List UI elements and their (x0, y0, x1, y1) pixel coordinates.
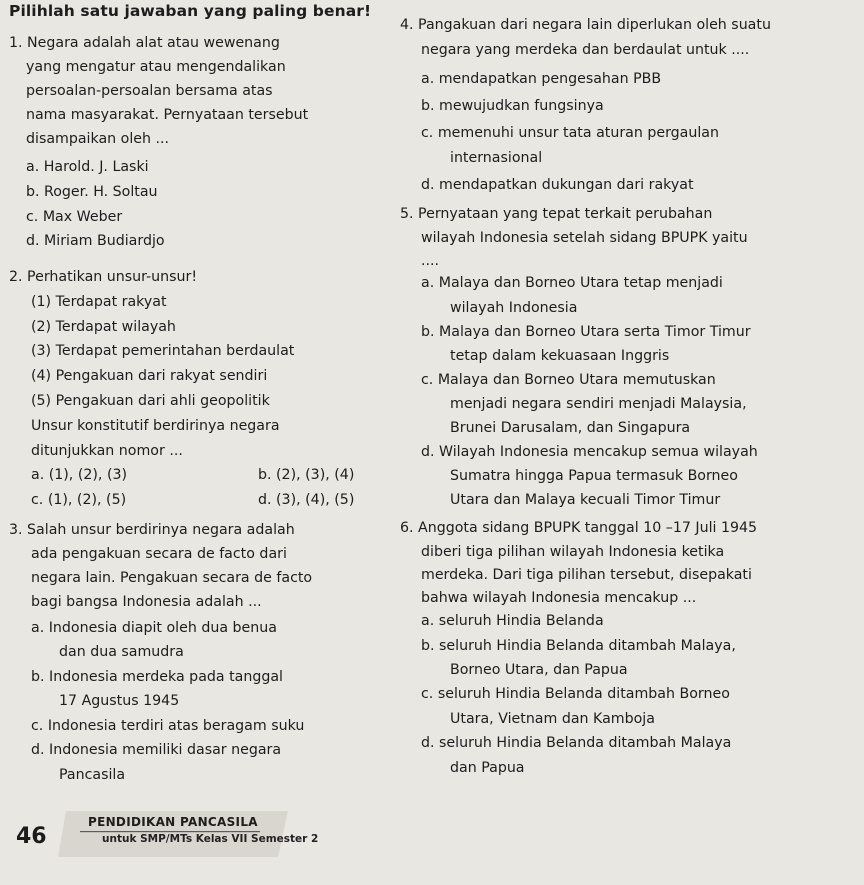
q6-line: merdeka. Dari tiga pilihan tersebut, disepakati (421, 567, 752, 583)
q3-line: ada pengakuan secara de facto dari (31, 546, 287, 562)
q4-option-b[interactable]: b. mewujudkan fungsinya (421, 98, 604, 114)
q4-line: 4. Pangakuan dari negara lain diperlukan oleh suatu (400, 17, 771, 33)
q1-option-c[interactable]: c. Max Weber (26, 209, 123, 225)
q2-item: (1) Terdapat rakyat (31, 294, 167, 310)
q5-line: 5. Pernyataan yang tepat terkait perubahan (400, 206, 713, 222)
q2-option-d[interactable]: d. (3), (4), (5) (258, 492, 355, 508)
q5-option-c-cont: menjadi negara sendiri menjadi Malaysia, (450, 396, 747, 412)
q3-line: bagi bangsa Indonesia adalah ... (31, 594, 262, 610)
q6-line: 6. Anggota sidang BPUPK tanggal 10 –17 Juli 1945 (400, 520, 758, 536)
q2-item: (3) Terdapat pemerintahan berdaulat (31, 343, 295, 359)
q1-line: disampaikan oleh ... (26, 131, 170, 147)
q2-line: ditunjukkan nomor ... (31, 443, 183, 459)
q2-stem: 2. Perhatikan unsur-unsur! (9, 269, 198, 285)
q2-item: (4) Pengakuan dari rakyat sendiri (31, 368, 268, 384)
q5-option-b-cont: tetap dalam kekuasaan Inggris (450, 348, 670, 364)
q6-option-a[interactable]: a. seluruh Hindia Belanda (421, 613, 604, 629)
q3-line: negara lain. Pengakuan secara de facto (31, 570, 313, 586)
q1-line: nama masyarakat. Pernyataan tersebut (26, 107, 309, 123)
q5-line: .... (421, 253, 440, 269)
q3-option-d-cont: Pancasila (59, 767, 126, 783)
q3-option-d[interactable]: d. Indonesia memiliki dasar negara (31, 742, 282, 758)
q5-option-b[interactable]: b. Malaya dan Borneo Utara serta Timor Timur (421, 324, 751, 340)
q6-option-b-cont: Borneo Utara, dan Papua (450, 662, 628, 678)
q6-option-c-cont: Utara, Vietnam dan Kamboja (450, 711, 655, 727)
q3-option-c[interactable]: c. Indonesia terdiri atas beragam suku (31, 718, 305, 734)
q5-option-d-cont: Sumatra hingga Papua termasuk Borneo (450, 468, 738, 484)
q5-line: wilayah Indonesia setelah sidang BPUPK yaitu (421, 230, 748, 246)
q6-option-d-cont: dan Papua (450, 760, 525, 776)
book-title: PENDIDIKAN PANCASILA (88, 815, 258, 829)
q6-option-b[interactable]: b. seluruh Hindia Belanda ditambah Malaya, (421, 638, 736, 654)
q5-option-c[interactable]: c. Malaya dan Borneo Utara memutuskan (421, 372, 716, 388)
q3-option-b-cont: 17 Agustus 1945 (59, 693, 180, 709)
q4-option-a[interactable]: a. mendapatkan pengesahan PBB (421, 71, 662, 87)
page-number: 46 (16, 824, 47, 849)
q4-option-d[interactable]: d. mendapatkan dukungan dari rakyat (421, 177, 694, 193)
q6-line: bahwa wilayah Indonesia mencakup ... (421, 590, 697, 606)
q5-option-c-cont: Brunei Darusalam, dan Singapura (450, 420, 691, 436)
q5-option-d-cont: Utara dan Malaya kecuali Timor Timur (450, 492, 721, 508)
q3-line: 3. Salah unsur berdirinya negara adalah (9, 522, 295, 538)
q5-option-d[interactable]: d. Wilayah Indonesia mencakup semua wilayah (421, 444, 758, 460)
q5-option-a-cont: wilayah Indonesia (450, 300, 578, 316)
instruction-heading: Pilihlah satu jawaban yang paling benar! (9, 2, 372, 20)
q3-option-a[interactable]: a. Indonesia diapit oleh dua benua (31, 620, 277, 636)
q1-option-d[interactable]: d. Miriam Budiardjo (26, 233, 165, 249)
q1-line: persoalan-persoalan bersama atas (26, 83, 273, 99)
q5-option-a[interactable]: a. Malaya dan Borneo Utara tetap menjadi (421, 275, 723, 291)
q2-option-a[interactable]: a. (1), (2), (3) (31, 467, 128, 483)
q3-option-a-cont: dan dua samudra (59, 644, 184, 660)
q2-item: (2) Terdapat wilayah (31, 319, 176, 335)
q1-option-a[interactable]: a. Harold. J. Laski (26, 159, 149, 175)
q6-option-d[interactable]: d. seluruh Hindia Belanda ditambah Malaya (421, 735, 732, 751)
q1-line: yang mengatur atau mengendalikan (26, 59, 286, 75)
q1-line: 1. Negara adalah alat atau wewenang (9, 35, 280, 51)
q6-option-c[interactable]: c. seluruh Hindia Belanda ditambah Borneo (421, 686, 730, 702)
q6-line: diberi tiga pilihan wilayah Indonesia ketika (421, 544, 725, 560)
q3-option-b[interactable]: b. Indonesia merdeka pada tanggal (31, 669, 283, 685)
q4-option-c-cont: internasional (450, 150, 543, 166)
q1-option-b[interactable]: b. Roger. H. Soltau (26, 184, 158, 200)
q4-line: negara yang merdeka dan berdaulat untuk .... (421, 42, 750, 58)
book-subtitle: untuk SMP/MTs Kelas VII Semester 2 (102, 833, 319, 845)
q2-line: Unsur konstitutif berdirinya negara (31, 418, 280, 434)
q4-option-c[interactable]: c. memenuhi unsur tata aturan pergaulan (421, 125, 719, 141)
q2-item: (5) Pengakuan dari ahli geopolitik (31, 393, 270, 409)
q2-option-c[interactable]: c. (1), (2), (5) (31, 492, 127, 508)
q2-option-b[interactable]: b. (2), (3), (4) (258, 467, 355, 483)
